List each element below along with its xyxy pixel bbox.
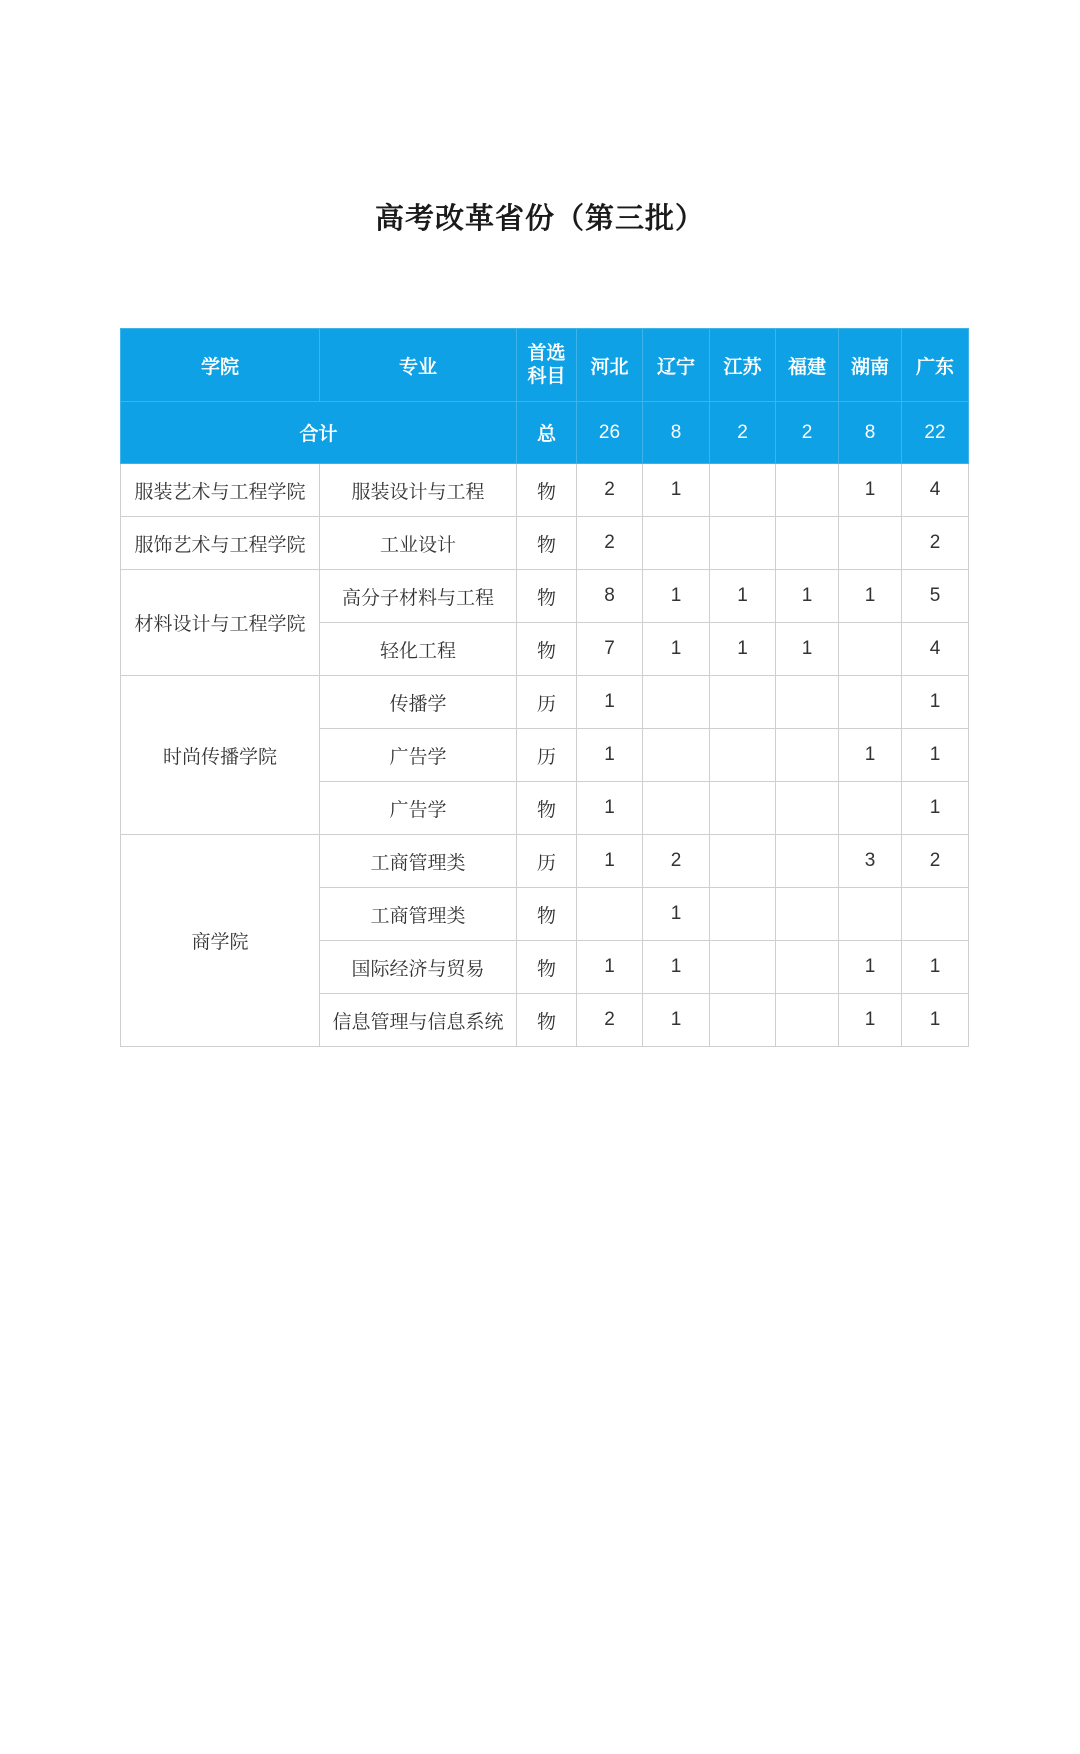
quota-cell: 1 [710,623,776,676]
quota-cell: 1 [902,729,969,782]
quota-cell: 1 [643,570,710,623]
quota-cell [776,464,839,517]
quota-cell: 1 [577,782,643,835]
quota-cell [710,835,776,888]
major-cell: 国际经济与贸易 [320,941,517,994]
total-value: 2 [710,402,776,464]
total-subject: 总 [517,402,577,464]
quota-cell [710,994,776,1047]
quota-cell [776,676,839,729]
quota-cell [776,782,839,835]
quota-cell: 2 [577,994,643,1047]
quota-cell: 1 [643,888,710,941]
quota-cell: 4 [902,623,969,676]
quota-cell: 2 [902,517,969,570]
quota-cell: 1 [710,570,776,623]
header-subject [517,329,577,402]
quota-cell [710,464,776,517]
college-cell: 服装艺术与工程学院 [121,464,320,517]
quota-cell: 1 [577,941,643,994]
quota-cell: 2 [902,835,969,888]
quota-cell: 1 [902,782,969,835]
college-cell: 材料设计与工程学院 [121,570,320,676]
page-title: 高考改革省份（第三批） [374,201,705,235]
subject-cell: 物 [517,782,577,835]
quota-cell: 1 [839,994,902,1047]
header-province-guangdong: 广东 [902,329,969,402]
quota-cell: 2 [643,835,710,888]
quota-cell [643,729,710,782]
quota-cell [776,517,839,570]
major-cell: 传播学 [320,676,517,729]
major-cell: 轻化工程 [320,623,517,676]
subject-cell: 物 [517,888,577,941]
subject-cell: 历 [517,835,577,888]
quota-cell: 1 [902,676,969,729]
quota-cell [776,888,839,941]
quota-cell: 1 [839,570,902,623]
subject-cell: 历 [517,676,577,729]
header-subject-label: 首选科目 [527,342,566,387]
quota-cell [776,994,839,1047]
table-row [121,517,969,570]
major-cell: 工商管理类 [320,835,517,888]
quota-cell [710,782,776,835]
subject-cell: 物 [517,464,577,517]
header-major: 专业 [320,329,517,402]
quota-cell [839,676,902,729]
header-province-hunan: 湖南 [839,329,902,402]
major-cell: 高分子材料与工程 [320,570,517,623]
quota-cell: 1 [577,676,643,729]
quota-cell [643,782,710,835]
quota-cell [839,888,902,941]
quota-cell [710,888,776,941]
quota-cell: 2 [577,464,643,517]
quota-cell [710,517,776,570]
quota-cell: 1 [902,941,969,994]
quota-cell: 1 [577,835,643,888]
quota-cell [776,941,839,994]
total-value: 26 [577,402,643,464]
quota-cell: 1 [643,623,710,676]
major-cell: 服装设计与工程 [320,464,517,517]
major-cell: 广告学 [320,782,517,835]
quota-cell: 1 [577,729,643,782]
college-cell: 商学院 [121,835,320,1047]
quota-cell: 7 [577,623,643,676]
major-cell: 工商管理类 [320,888,517,941]
total-value: 8 [839,402,902,464]
header-province-hebei: 河北 [577,329,643,402]
major-cell: 信息管理与信息系统 [320,994,517,1047]
quota-cell [839,517,902,570]
total-value: 2 [776,402,839,464]
quota-cell [839,623,902,676]
quota-cell: 4 [902,464,969,517]
table-total-row [121,402,969,464]
college-cell: 服饰艺术与工程学院 [121,517,320,570]
quota-cell: 1 [643,941,710,994]
quota-cell: 8 [577,570,643,623]
subject-cell: 物 [517,994,577,1047]
quota-cell: 1 [643,464,710,517]
header-college: 学院 [121,329,320,402]
quota-cell: 1 [839,464,902,517]
subject-cell: 物 [517,570,577,623]
college-cell: 时尚传播学院 [121,676,320,835]
header-province-jiangsu: 江苏 [710,329,776,402]
quota-cell: 1 [776,623,839,676]
quota-cell: 3 [839,835,902,888]
total-value: 8 [643,402,710,464]
quota-cell [643,517,710,570]
quota-cell [643,676,710,729]
major-cell: 广告学 [320,729,517,782]
quota-cell: 1 [643,994,710,1047]
quota-cell [577,888,643,941]
quota-cell: 5 [902,570,969,623]
quota-cell: 1 [839,729,902,782]
table-row [121,570,969,623]
quota-cell [776,729,839,782]
quota-cell: 1 [839,941,902,994]
major-cell: 工业设计 [320,517,517,570]
quota-cell: 2 [577,517,643,570]
total-value: 22 [902,402,969,464]
quota-cell [710,729,776,782]
quota-cell [710,676,776,729]
subject-cell: 物 [517,941,577,994]
quota-cell: 1 [776,570,839,623]
total-label: 合计 [121,402,517,464]
header-province-liaoning: 辽宁 [643,329,710,402]
quota-cell [839,782,902,835]
enrollment-table [120,328,969,1047]
table-row [121,835,969,888]
quota-cell [710,941,776,994]
quota-cell [776,835,839,888]
table-body [121,464,969,1047]
subject-cell: 历 [517,729,577,782]
table-row [121,464,969,517]
table-header-row [121,329,969,402]
subject-cell: 物 [517,517,577,570]
quota-cell [902,888,969,941]
table-row [121,676,969,729]
quota-cell: 1 [902,994,969,1047]
header-province-fujian: 福建 [776,329,839,402]
subject-cell: 物 [517,623,577,676]
